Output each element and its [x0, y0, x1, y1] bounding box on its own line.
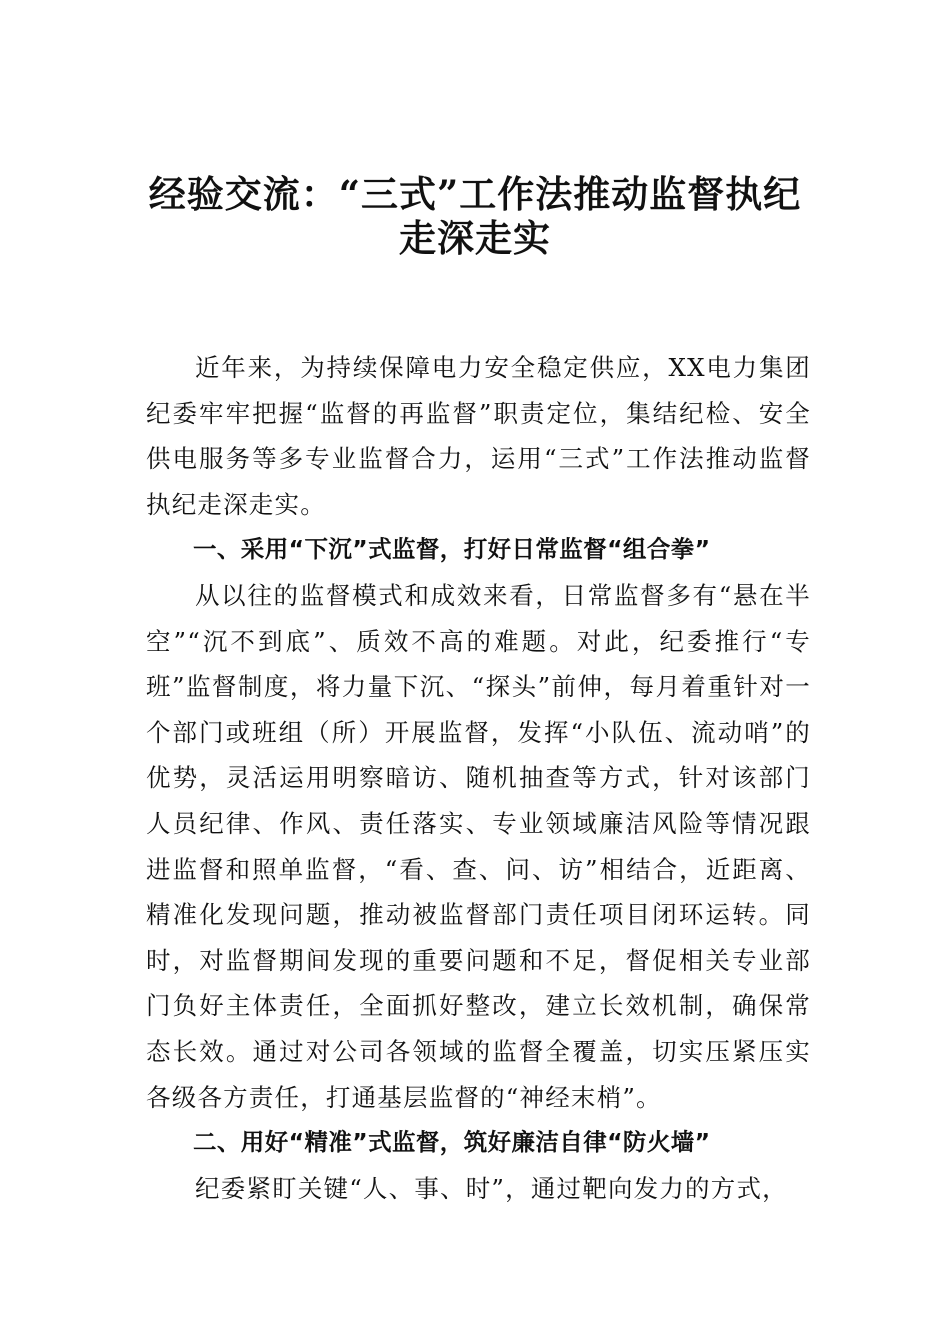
document-title-line-2: 走深走实: [399, 216, 551, 260]
section-1-paragraph: 从以往的监督模式和成效来看，日常监督多有“悬在半空”“沉不到底”、质效不高的难题。对此，纪委推行“专班”监督制度，将力量下沉、“探头”前伸，每月着重针对一个部门或班组（所）开展监督，发挥“小队伍、流动哨”的优势，灵活运用明察暗访、随机抽查等方式，针对该部门人员纪律、作风、责任落实、专业领域廉洁风险等情况跟进监督和照单监督，“看、查、问、访”相结合，近距离、精准化发现问题，推动被监督部门责任项目闭环运转。同时，对监督期间发现的重要问题和不足，督促相关专业部门负好主体责任，全面抓好整改，建立长效机制，确保常态长效。通过对公司各领域的监督全覆盖，切实压紧压实各级各方责任，打通基层监督的“神经末梢”。: [146, 580, 811, 1112]
document-title-line-1: 经验交流：“三式”工作法推动监督执纪: [148, 172, 802, 216]
intro-paragraph: 近年来，为持续保障电力安全稳定供应，XX电力集团纪委牢牢把握“监督的再监督”职责定位，集结纪检、安全供电服务等多专业监督合力，运用“三式”工作法推动监督执纪走深走实。: [146, 353, 811, 519]
section-2-paragraph: 纪委紧盯关键“人、事、时”，通过靶向发力的方式，: [195, 1173, 788, 1203]
document-body: [146, 345, 811, 1211]
section-2-heading: 二、用好“精准”式监督，筑好廉洁自律“防火墙”: [193, 1128, 711, 1157]
section-1-heading: 一、采用“下沉”式监督，打好日常监督“组合拳”: [193, 535, 711, 564]
